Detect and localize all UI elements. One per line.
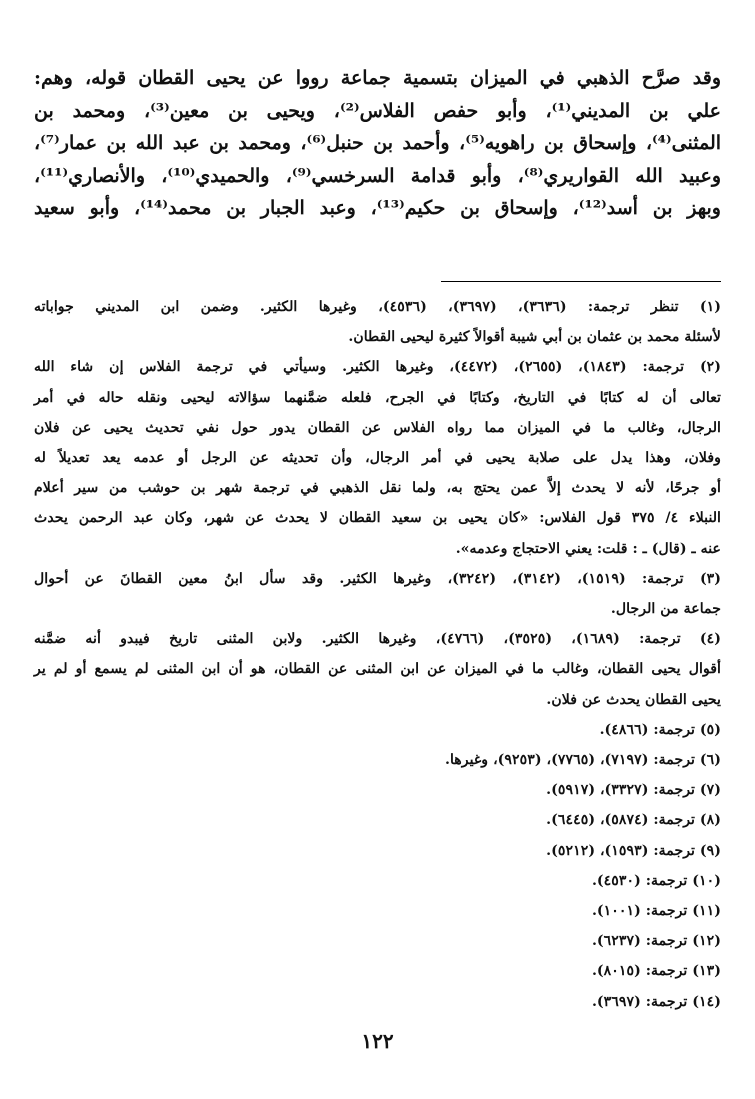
footnote-7 — [34, 775, 721, 805]
page-number: ١٢٢ — [361, 1029, 394, 1053]
main-text-line: علي بن المديني⁽¹⁾، وأبو حفص الفلاس⁽²⁾، ويحيى بن معين⁽³⁾، ومحمد بن — [34, 99, 721, 122]
footnote-10 — [34, 866, 721, 896]
footnote-line: (٤) ترجمة: (١٦٨٩)، (٣٥٢٥)، (٤٧٦٦)، وغيرها الكثير. ولابن المثنى تاريخ فيبدو أنه ضمَّنه — [34, 631, 721, 648]
footnote-9 — [34, 836, 721, 866]
footnote-line: (٥) ترجمة: (٤٨٦٦). — [599, 721, 721, 738]
main-text — [34, 62, 721, 225]
main-text-line: المثنى⁽⁴⁾، وإسحاق بن راهويه⁽⁵⁾، وأحمد بن حنبل⁽⁶⁾، ومحمد بن عبد الله بن عمار⁽⁷⁾، — [34, 132, 722, 155]
main-text-line: وبهز بن أسد⁽¹²⁾، وإسحاق بن حكيم⁽¹³⁾، وعبد الجبار بن محمد⁽¹⁴⁾، وأبو سعيد — [34, 197, 721, 220]
footnote-line: (٧) ترجمة: (٣٣٢٧)، (٥٩١٧). — [546, 782, 721, 799]
footnote-line: الرجال، وغالب ما في الميزان مما رواه الفلاس عن القطان يدور حول نفي تحديث يحيى عن فلان — [34, 419, 721, 436]
footnote-14 — [34, 987, 721, 1017]
footnote-line: أقوال يحيى القطان، وغالب ما في الميزان عن ابن المثنى عن القطان، هو أن ابن المثنى لم يسمع أو لم ير — [34, 661, 721, 678]
footnote-line: (١٣) ترجمة: (٨٠١٥). — [591, 963, 721, 980]
footnote-line: (٩) ترجمة: (١٥٩٣)، (٥٢١٢). — [546, 842, 721, 859]
footnote-line: عنه ـ (قال) ـ : قلت: يعني الاحتجاج وعدمه». — [455, 540, 721, 557]
footnote-separator — [441, 281, 721, 282]
footnote-3 — [34, 564, 721, 624]
footnote-line: يحيى القطان يحدث عن فلان. — [546, 691, 721, 708]
footnote-line: وفلان، وهذا يدل على صلابة يحيى في أمر الرجال، وأن تحديثه عن الرجل أو عدمه يعد تعديلاً له — [34, 450, 721, 467]
footnote-12 — [34, 926, 721, 956]
footnote-line: (٦) ترجمة: (٧١٩٧)، (٧٧٦٥)، (٩٢٥٣)، وغيرها. — [445, 752, 721, 769]
footnote-4 — [34, 624, 721, 715]
footnote-line: (١٤) ترجمة: (٣٦٩٧). — [591, 993, 721, 1010]
footnote-line: تعالى أن له كتابًا في التاريخ، وكتابًا في الجرح، فلعله ضمَّنهما سؤالاته ليحيى ونقله حاله في أمر — [34, 389, 721, 406]
footnote-line: (٨) ترجمة: (٥٨٧٤)، (٦٤٤٥). — [546, 812, 721, 829]
footnote-line: لأسئلة محمد بن عثمان بن أبي شيبة أقوالاً كثيرة ليحيى القطان. — [348, 329, 721, 346]
footnote-1 — [34, 292, 721, 352]
footnote-11 — [34, 896, 721, 926]
footnote-line: (٢) ترجمة: (١٨٤٣)، (٢٦٥٥)، (٤٤٧٢)، وغيرها الكثير. وسيأتي في ترجمة الفلاس إن شاء الله — [34, 359, 721, 376]
footnote-line: جماعة من الرجال. — [610, 601, 721, 618]
main-text-line: وعبيد الله القواريري⁽⁸⁾، وأبو قدامة السرخسي⁽⁹⁾، والحميدي⁽¹⁰⁾، والأنصاري⁽¹¹⁾، — [34, 164, 721, 187]
footnote-2 — [34, 352, 721, 563]
footnote-line: (٣) ترجمة: (١٥١٩)، (٣١٤٢)، (٣٢٤٢)، وغيرها الكثير. وقد سأل ابنُ معين القطانَ عن أحوال — [34, 570, 721, 587]
footnote-line: (١) تنظر ترجمة: (٣٦٣٦)، (٣٦٩٧)، (٤٥٣٦)، وغيرها الكثير. وضمن ابن المديني جواباته — [34, 299, 721, 315]
footnote-6 — [34, 745, 721, 775]
footnote-5 — [34, 715, 721, 745]
footnote-8 — [34, 805, 721, 835]
footnote-line: (١٠) ترجمة: (٤٥٣٠). — [591, 872, 721, 889]
footnotes — [34, 292, 721, 1017]
main-text-line: وقد صرَّح الذهبي في الميزان بتسمية جماعة رووا عن يحيى القطان قوله، وهم: — [34, 67, 721, 89]
footnote-line: (١١) ترجمة: (١٠٠١). — [591, 903, 721, 920]
book-page — [34, 0, 721, 1099]
footnote-line: النبلاء ٤/ ٣٧٥ قول الفلاس: «كان يحيى بن سعيد القطان لا يحدث عن شهر، وكان عبد الرحمن يحدث — [34, 510, 722, 527]
footnote-13 — [34, 956, 721, 986]
footnote-line: أو جرحًا، لأنه لا يحدث إلاَّ عمن يحتج به، ولما نقل الذهبي في ترجمة شهر بن حوشب من سير أعلام — [34, 480, 721, 497]
footnote-line: (١٢) ترجمة: (٦٢٣٧). — [591, 933, 721, 950]
